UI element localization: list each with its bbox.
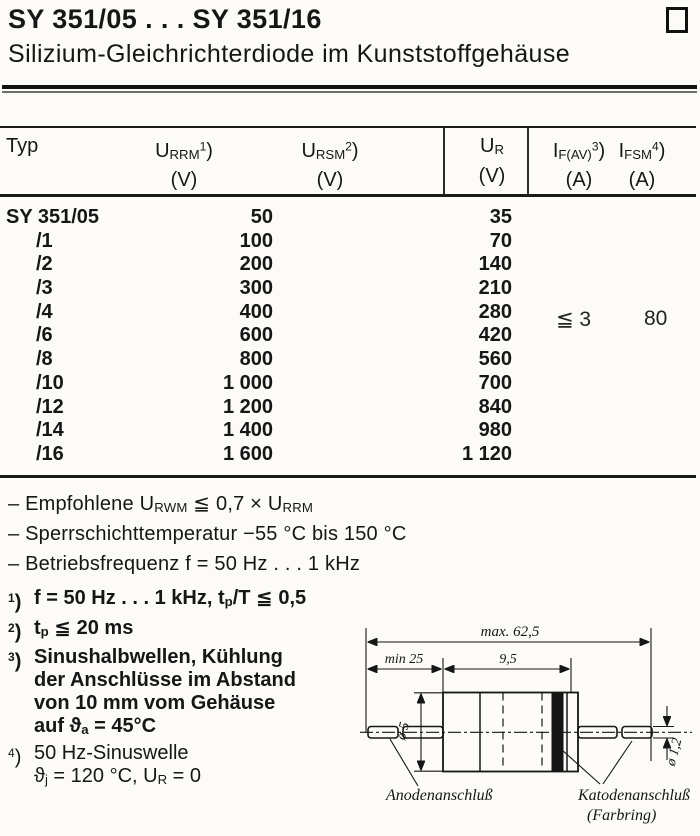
dimension-body-label: 9,5 xyxy=(499,652,517,667)
cell-urrm: 300 xyxy=(239,277,273,300)
footnote-1: $^1$) f = 50 Hz . . . 1 kHz, $t_p/T$ ≦ 0,5 xyxy=(8,587,307,614)
col-header-ur: $U_R$ (V) xyxy=(478,135,506,187)
col-header-ursm: $U_{RSM}^2$) (V) xyxy=(301,139,359,192)
package-outline-drawing xyxy=(360,620,700,836)
footnote-marker: $^4$) xyxy=(8,746,22,769)
cell-typ: /6 xyxy=(36,324,53,347)
table-row xyxy=(0,419,700,443)
anode-leader-line xyxy=(390,739,418,786)
cell-typ: /12 xyxy=(36,395,64,418)
col-header-typ: Typ xyxy=(6,135,39,157)
cell-ur: 840 xyxy=(478,395,512,418)
cathode-label: Katodenanschluß xyxy=(578,787,690,804)
cell-ur: 140 xyxy=(478,253,512,276)
cell-typ: /16 xyxy=(36,442,64,465)
table-row xyxy=(0,206,700,230)
cell-typ: /1 xyxy=(36,229,53,252)
table-row xyxy=(0,301,700,325)
col-header-urrm: $U_{RRM}^1$) (V) xyxy=(155,139,213,192)
table-row xyxy=(0,253,700,277)
cell-urrm: 50 xyxy=(250,206,273,228)
cell-ur: 210 xyxy=(478,277,512,300)
footnote-marker: $^2$) xyxy=(8,621,22,644)
table-rule-top xyxy=(0,126,696,128)
footnote-4: $^4$) 50 Hz-Sinuswelle $ϑ_j = 120$ °C, $U_R = 0$ xyxy=(8,742,202,787)
cell-typ: /14 xyxy=(36,419,64,442)
cell-ifav-span-value: ≦ 3 xyxy=(556,308,592,331)
cell-urrm: 400 xyxy=(239,300,273,323)
col-header-ifsm: $I_{FSM}^4$) (A) xyxy=(618,139,666,192)
cell-typ: /2 xyxy=(36,253,53,276)
footnote-marker: $^3$) xyxy=(8,650,22,673)
corner-square-marker xyxy=(666,7,688,33)
cell-ur: 1 120 xyxy=(461,442,512,465)
dimension-total-label: max. 62,5 xyxy=(480,624,540,640)
table-row xyxy=(0,443,700,467)
cell-typ: /10 xyxy=(36,371,64,394)
dimension-lead-label: min 25 xyxy=(384,652,424,667)
cell-ur: 980 xyxy=(478,419,512,442)
table-row xyxy=(0,324,700,348)
footnote-marker: $^1$) xyxy=(8,591,22,614)
table-row xyxy=(0,348,700,372)
dimension-lead-dia-label: ø 1,2 xyxy=(663,736,686,768)
cell-ur: 420 xyxy=(478,324,512,347)
cell-urrm: 600 xyxy=(239,324,273,347)
divider-heavy xyxy=(2,85,697,89)
page-title: SY 351/05 . . . SY 351/16 xyxy=(8,4,322,34)
cell-urrm: 1 400 xyxy=(222,419,273,442)
cell-urrm: 1 000 xyxy=(222,371,273,394)
cell-ur: 280 xyxy=(478,300,512,323)
note-line: – Sperrschichttemperatur −55 °C bis 150 °C xyxy=(8,523,407,545)
cell-typ: /3 xyxy=(36,277,53,300)
cell-ur: 560 xyxy=(478,348,512,371)
note-line: – Empfohlene $U_{RWM}$ ≦ $0,7 \times U_{RRM}$ xyxy=(8,493,314,515)
table-row xyxy=(0,277,700,301)
cell-ur: 35 xyxy=(489,206,512,228)
divider-heavy-echo xyxy=(2,91,697,93)
cell-ur: 700 xyxy=(478,371,512,394)
table-row xyxy=(0,230,700,254)
cell-ifsm-span-value: 80 xyxy=(644,307,668,330)
cathode-label-2: (Farbring) xyxy=(587,807,657,824)
table-row xyxy=(0,372,700,396)
cell-urrm: 1 200 xyxy=(222,395,273,418)
cell-typ: SY 351/05 xyxy=(6,206,100,228)
cell-urrm: 800 xyxy=(239,348,273,371)
table-row xyxy=(0,396,700,420)
col-header-ifav: $I_{F(AV)}^3$) (A) xyxy=(552,139,606,192)
cell-urrm: 1 600 xyxy=(222,442,273,465)
dimension-body-dia-label: ø 5 xyxy=(394,720,413,742)
footnote-3: $^3$) Sinushalbwellen, Kühlung der Anschlüsse im Abstand von 10 mm vom Gehäuse auf $ϑ_a = 45^\circ C$ xyxy=(8,646,296,737)
cell-ur: 70 xyxy=(489,229,512,252)
cell-urrm: 200 xyxy=(239,253,273,276)
cell-typ: /4 xyxy=(36,300,53,323)
cathode-leader-line xyxy=(603,741,632,784)
footnote-2: $^2$) $t_p$ ≦ 20 ms xyxy=(8,617,134,644)
anode-label: Anodenanschluß xyxy=(386,787,493,804)
note-line: – Betriebsfrequenz f = 50 Hz . . . 1 kHz xyxy=(8,553,361,575)
page-subtitle: Silizium-Gleichrichterdiode im Kunststoffgehäuse xyxy=(8,40,571,68)
table-rule-bottom xyxy=(0,475,696,478)
table-body xyxy=(0,206,700,467)
cell-typ: /8 xyxy=(36,348,53,371)
cell-urrm: 100 xyxy=(239,229,273,252)
